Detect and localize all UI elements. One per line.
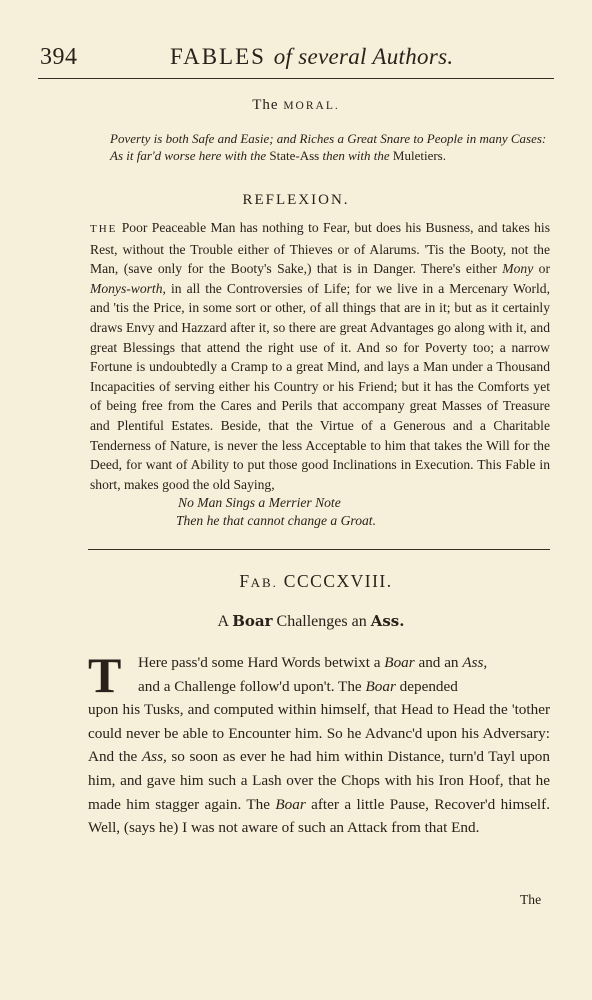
running-title-caps: FABLES (170, 44, 266, 69)
running-title-italic: of several Authors. (273, 44, 454, 69)
reflexion-text: THE Poor Peaceable Man has nothing to Fear, but does his Busness, and takes his Rest, without the Trouble either of Thieves or of Alarums. 'Tis the Booty, not the Man, (save only for the Booty's Sake,) that is in Danger. There's either Mony or Monys-worth, in all the Controversies of Life; for we live in a Mercenary World, and 'tis the Price, in some sort or other, of all things that are in it; but as it certainly draws Envy and Hazzard after it, so there are great Advantages go along with it, and great Blessings that attend the right use of it. And so for Poverty too; a narrow Fortune is undoubtedly a Cramp to a great Mind, and lays a Man under a Thousand Incapacities of serving either his Country or his Friend; but it has the Comforts yet of being free from the Cares and Perils that accompany great Masses of Treasure and Plentiful Estates. Beside, that the Virtue of a Generous and a Charitable Tenderness of Nature, is never the less Acceptable to him that takes the Will for the Deed, for want of Ability to put those good Inclinations in Execution. This Fable in short, makes good the old Saying, (90, 220, 550, 492)
reflexion-heading: REFLEXION. (242, 192, 350, 208)
fable-subtitle: A Boar Challenges an Ass. (217, 612, 405, 630)
drop-cap: T (88, 647, 122, 703)
fable-heading: FAB. CCCCXVIII. (239, 571, 393, 591)
verse-quote (178, 494, 376, 530)
running-title (170, 44, 453, 70)
page-number: 394 (40, 44, 78, 70)
verse-line: No Man Sings a Merrier Note (178, 495, 341, 510)
header-rule (38, 78, 554, 79)
moral-text: Poverty is both Safe and Easie; and Riches a Great Snare to People in many Cases: As it far'd worse here with the State-Ass then with the Muletiers. (110, 131, 547, 163)
moral-heading: The MORAL. (252, 97, 340, 113)
verse-line: Then he that cannot change a Groat. (176, 513, 376, 528)
catchword: The (520, 892, 542, 907)
section-rule (88, 549, 550, 550)
fable-text: Here pass'd some Hard Words betwixt a Boar and an Ass, and a Challenge follow'd upon't. The Boar depended upon his Tusks, and computed within himself, that Head to Head the 'tother could never be able to Encounter him. So he Advanc'd upon his Adversary: And the Ass, so soon as ever he had him within Distance, turn'd Tayl upon him, and gave him such a Lash over the Chops with his Iron Hoof, that he made him stagger again. The Boar after a little Pause, Recover'd himself. Well, (says he) I was not aware of such an Attack from that End. (88, 654, 550, 837)
